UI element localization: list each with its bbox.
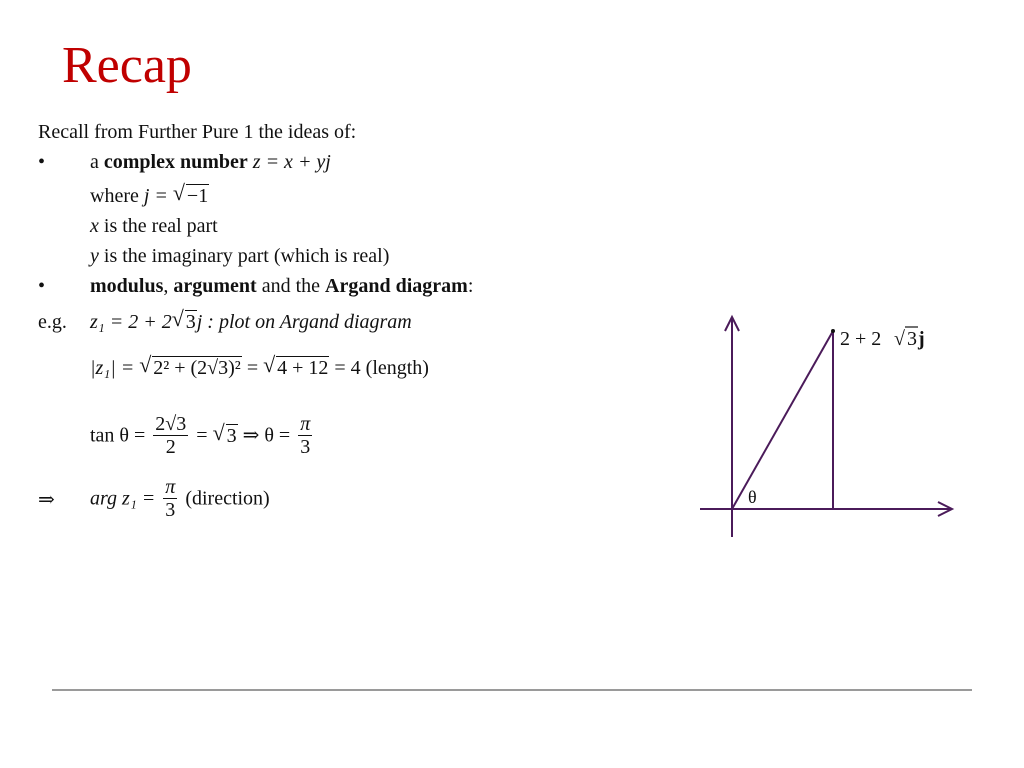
point-label-sqrt: 3	[907, 328, 917, 350]
arg-implies: ⇒	[38, 489, 55, 511]
complex-number-formula: z = x + yj	[252, 151, 331, 173]
where-label: where	[90, 185, 139, 207]
modulus-term: modulus	[90, 275, 164, 297]
real-part-line: x is the real part	[90, 215, 218, 237]
z1-definition: z₁ = 2 + 2√ 3j : plot on Argand diagram	[90, 310, 412, 334]
argand-term: Argand diagram	[325, 275, 468, 297]
where-line	[90, 184, 209, 208]
arg-fraction: $\frac{\pi}{3}$	[165, 476, 176, 521]
bullet-marker-1: •	[38, 151, 46, 173]
angle-label: θ	[748, 487, 757, 507]
modulus-root: √ 2² + (2√3)²	[139, 356, 242, 380]
bullet1-line	[90, 150, 331, 174]
vector-line	[732, 331, 833, 509]
tan-fraction: $\frac{2√3}{2}$	[155, 413, 187, 458]
eg-label: e.g.	[38, 311, 67, 333]
bullet1-prefix: a	[90, 151, 104, 173]
modulus-root-2: √ 4 + 12	[263, 356, 329, 380]
imag-part-line: y is the imaginary part (which is real)	[90, 245, 390, 267]
complex-number-term: complex number	[103, 151, 248, 173]
page-title: Recap	[62, 37, 192, 94]
point-label-j: j	[918, 328, 925, 350]
argument-term: argument	[173, 275, 257, 297]
argand-diagram	[690, 305, 970, 545]
sqrt-three: √ 3	[172, 310, 197, 334]
tan-equation: tan θ = $\frac{2√3}{2}$ = √ 3 ⇒ θ = $\frac{\pi}{3}$	[90, 413, 315, 458]
point-label-radical-sign: √	[894, 328, 905, 350]
arg-equation: arg z₁ = $\frac{\pi}{3}$ (direction)	[90, 476, 270, 521]
bullet-marker-2: •	[38, 275, 46, 297]
footer-divider	[52, 689, 972, 691]
modulus-equation: |z₁| = √ 2² + (2√3)² = √ 4 + 12 = 4 (length)	[90, 356, 429, 380]
intro-text: Recall from Further Pure 1 the ideas of:	[38, 121, 357, 143]
point-label-prefix: 2 + 2	[840, 328, 882, 350]
sqrt-minus-one: √ −1	[173, 184, 209, 208]
tan-sqrt: √ 3	[213, 424, 238, 448]
j-definition: j =	[143, 185, 173, 207]
complex-point	[831, 329, 835, 333]
theta-fraction: $\frac{\pi}{3}$	[300, 413, 311, 458]
bullet2-line: modulus, argument and the Argand diagram:	[90, 275, 474, 297]
